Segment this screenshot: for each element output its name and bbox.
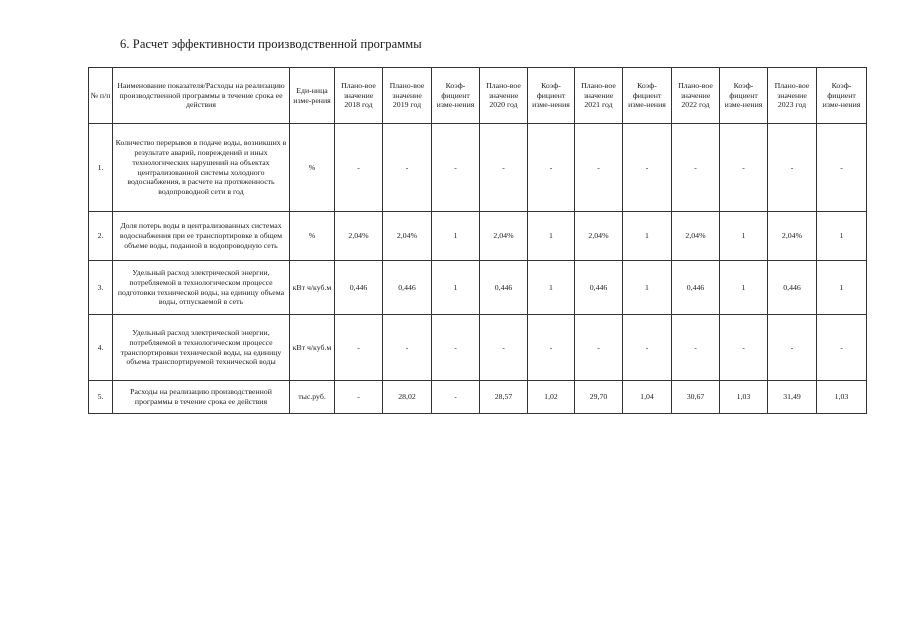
value-coef-2020: - xyxy=(528,124,575,212)
value-plan-2020: - xyxy=(480,124,528,212)
value-coef-2023: 1 xyxy=(817,212,867,261)
value-plan-2020: 0,446 xyxy=(480,261,528,315)
value-plan-2021: 2,04% xyxy=(575,212,623,261)
table-row xyxy=(89,212,867,261)
value-plan-2022: 0,446 xyxy=(672,261,720,315)
value-coef-2022: - xyxy=(720,315,768,381)
value-coef-2023: 1 xyxy=(817,261,867,315)
value-plan-2019: - xyxy=(383,124,432,212)
value-plan-2022: - xyxy=(672,124,720,212)
value-plan-2023: 31,49 xyxy=(768,381,817,414)
header-coef-2020: Коэф-фициент изме-нения xyxy=(528,68,575,124)
row-indicator-name: Расходы на реализацию производственной программы в течение срока ее действия xyxy=(113,381,290,414)
value-plan-2022: 30,67 xyxy=(672,381,720,414)
value-coef-2020: 1 xyxy=(528,261,575,315)
value-coef-2020: - xyxy=(528,315,575,381)
value-coef-2022: - xyxy=(720,124,768,212)
value-plan-2018: - xyxy=(335,315,383,381)
value-plan-2022: 2,04% xyxy=(672,212,720,261)
value-plan-2020: 28,57 xyxy=(480,381,528,414)
value-coef-2019: - xyxy=(432,315,480,381)
value-coef-2021: 1 xyxy=(623,212,672,261)
value-coef-2021: 1,04 xyxy=(623,381,672,414)
value-plan-2018: 0,446 xyxy=(335,261,383,315)
value-coef-2020: 1,02 xyxy=(528,381,575,414)
header-num: № п/п xyxy=(89,68,113,124)
row-unit: кВт ч/куб.м xyxy=(290,261,335,315)
value-plan-2019: 2,04% xyxy=(383,212,432,261)
row-number: 5. xyxy=(89,381,113,414)
value-coef-2019: - xyxy=(432,124,480,212)
value-coef-2019: 1 xyxy=(432,212,480,261)
header-coef-2022: Коэф-фициент изме-нения xyxy=(720,68,768,124)
value-coef-2022: 1 xyxy=(720,212,768,261)
value-plan-2023: 0,446 xyxy=(768,261,817,315)
value-plan-2021: - xyxy=(575,315,623,381)
row-unit: % xyxy=(290,212,335,261)
value-plan-2023: 2,04% xyxy=(768,212,817,261)
row-indicator-name: Доля потерь воды в централизованных системах водоснабжения при ее транспортировке в общем объеме воды, поданной в водопроводную сеть xyxy=(113,212,290,261)
header-coef-2021: Коэф-фициент изме-нения xyxy=(623,68,672,124)
header-plan-2022: Плано-вое значение 2022 год xyxy=(672,68,720,124)
row-number: 1. xyxy=(89,124,113,212)
table-row xyxy=(89,261,867,315)
value-coef-2021: 1 xyxy=(623,261,672,315)
document-title: 6. Расчет эффективности производственной программы xyxy=(120,37,422,51)
value-plan-2019: - xyxy=(383,315,432,381)
table-row xyxy=(89,124,867,212)
value-plan-2020: - xyxy=(480,315,528,381)
value-coef-2021: - xyxy=(623,124,672,212)
efficiency-table xyxy=(88,67,867,414)
value-coef-2023: - xyxy=(817,124,867,212)
header-plan-2021: Плано-вое значение 2021 год xyxy=(575,68,623,124)
value-coef-2021: - xyxy=(623,315,672,381)
row-indicator-name: Количество перерывов в подаче воды, возникших в результате аварий, повреждений и иных технологических нарушений на объектах централизованной системы холодного водоснабжения, в расчете на протяженность водопроводной сети в год xyxy=(113,124,290,212)
value-coef-2022: 1 xyxy=(720,261,768,315)
header-unit: Еди-ница изме-рения xyxy=(290,68,335,124)
value-coef-2019: - xyxy=(432,381,480,414)
header-plan-2018: Плано-вое значение 2018 год xyxy=(335,68,383,124)
value-plan-2020: 2,04% xyxy=(480,212,528,261)
value-plan-2018: - xyxy=(335,124,383,212)
value-coef-2023: - xyxy=(817,315,867,381)
row-number: 2. xyxy=(89,212,113,261)
value-plan-2021: 0,446 xyxy=(575,261,623,315)
value-coef-2022: 1,03 xyxy=(720,381,768,414)
value-plan-2023: - xyxy=(768,315,817,381)
row-number: 3. xyxy=(89,261,113,315)
value-coef-2019: 1 xyxy=(432,261,480,315)
value-plan-2019: 0,446 xyxy=(383,261,432,315)
header-coef-2019: Коэф-фициент изме-нения xyxy=(432,68,480,124)
value-plan-2023: - xyxy=(768,124,817,212)
row-indicator-name: Удельный расход электрической энергии, потребляемой в технологическом процессе подготовки технической воды, на единицу объема воды, отпускаемой в сеть xyxy=(113,261,290,315)
row-unit: кВт ч/куб.м xyxy=(290,315,335,381)
value-plan-2021: 29,70 xyxy=(575,381,623,414)
value-plan-2019: 28,02 xyxy=(383,381,432,414)
value-plan-2018: 2,04% xyxy=(335,212,383,261)
header-coef-2023: Коэф-фициент изме-нения xyxy=(817,68,867,124)
header-name: Наименование показателя/Расходы на реализацию производственной программы в течение срока ее действия xyxy=(113,68,290,124)
value-coef-2023: 1,03 xyxy=(817,381,867,414)
table-header-row xyxy=(89,68,867,124)
row-number: 4. xyxy=(89,315,113,381)
row-indicator-name: Удельный расход электрической энергии, потребляемой в технологическом процессе транспортировки технической воды, на единицу объема транспортируемой технической воды xyxy=(113,315,290,381)
value-plan-2022: - xyxy=(672,315,720,381)
header-plan-2023: Плано-вое значение 2023 год xyxy=(768,68,817,124)
header-plan-2020: Плано-вое значение 2020 год xyxy=(480,68,528,124)
row-unit: % xyxy=(290,124,335,212)
value-plan-2021: - xyxy=(575,124,623,212)
table-row xyxy=(89,315,867,381)
row-unit: тыс.руб. xyxy=(290,381,335,414)
value-coef-2020: 1 xyxy=(528,212,575,261)
value-plan-2018: - xyxy=(335,381,383,414)
table-row xyxy=(89,381,867,414)
header-plan-2019: Плано-вое значение 2019 год xyxy=(383,68,432,124)
